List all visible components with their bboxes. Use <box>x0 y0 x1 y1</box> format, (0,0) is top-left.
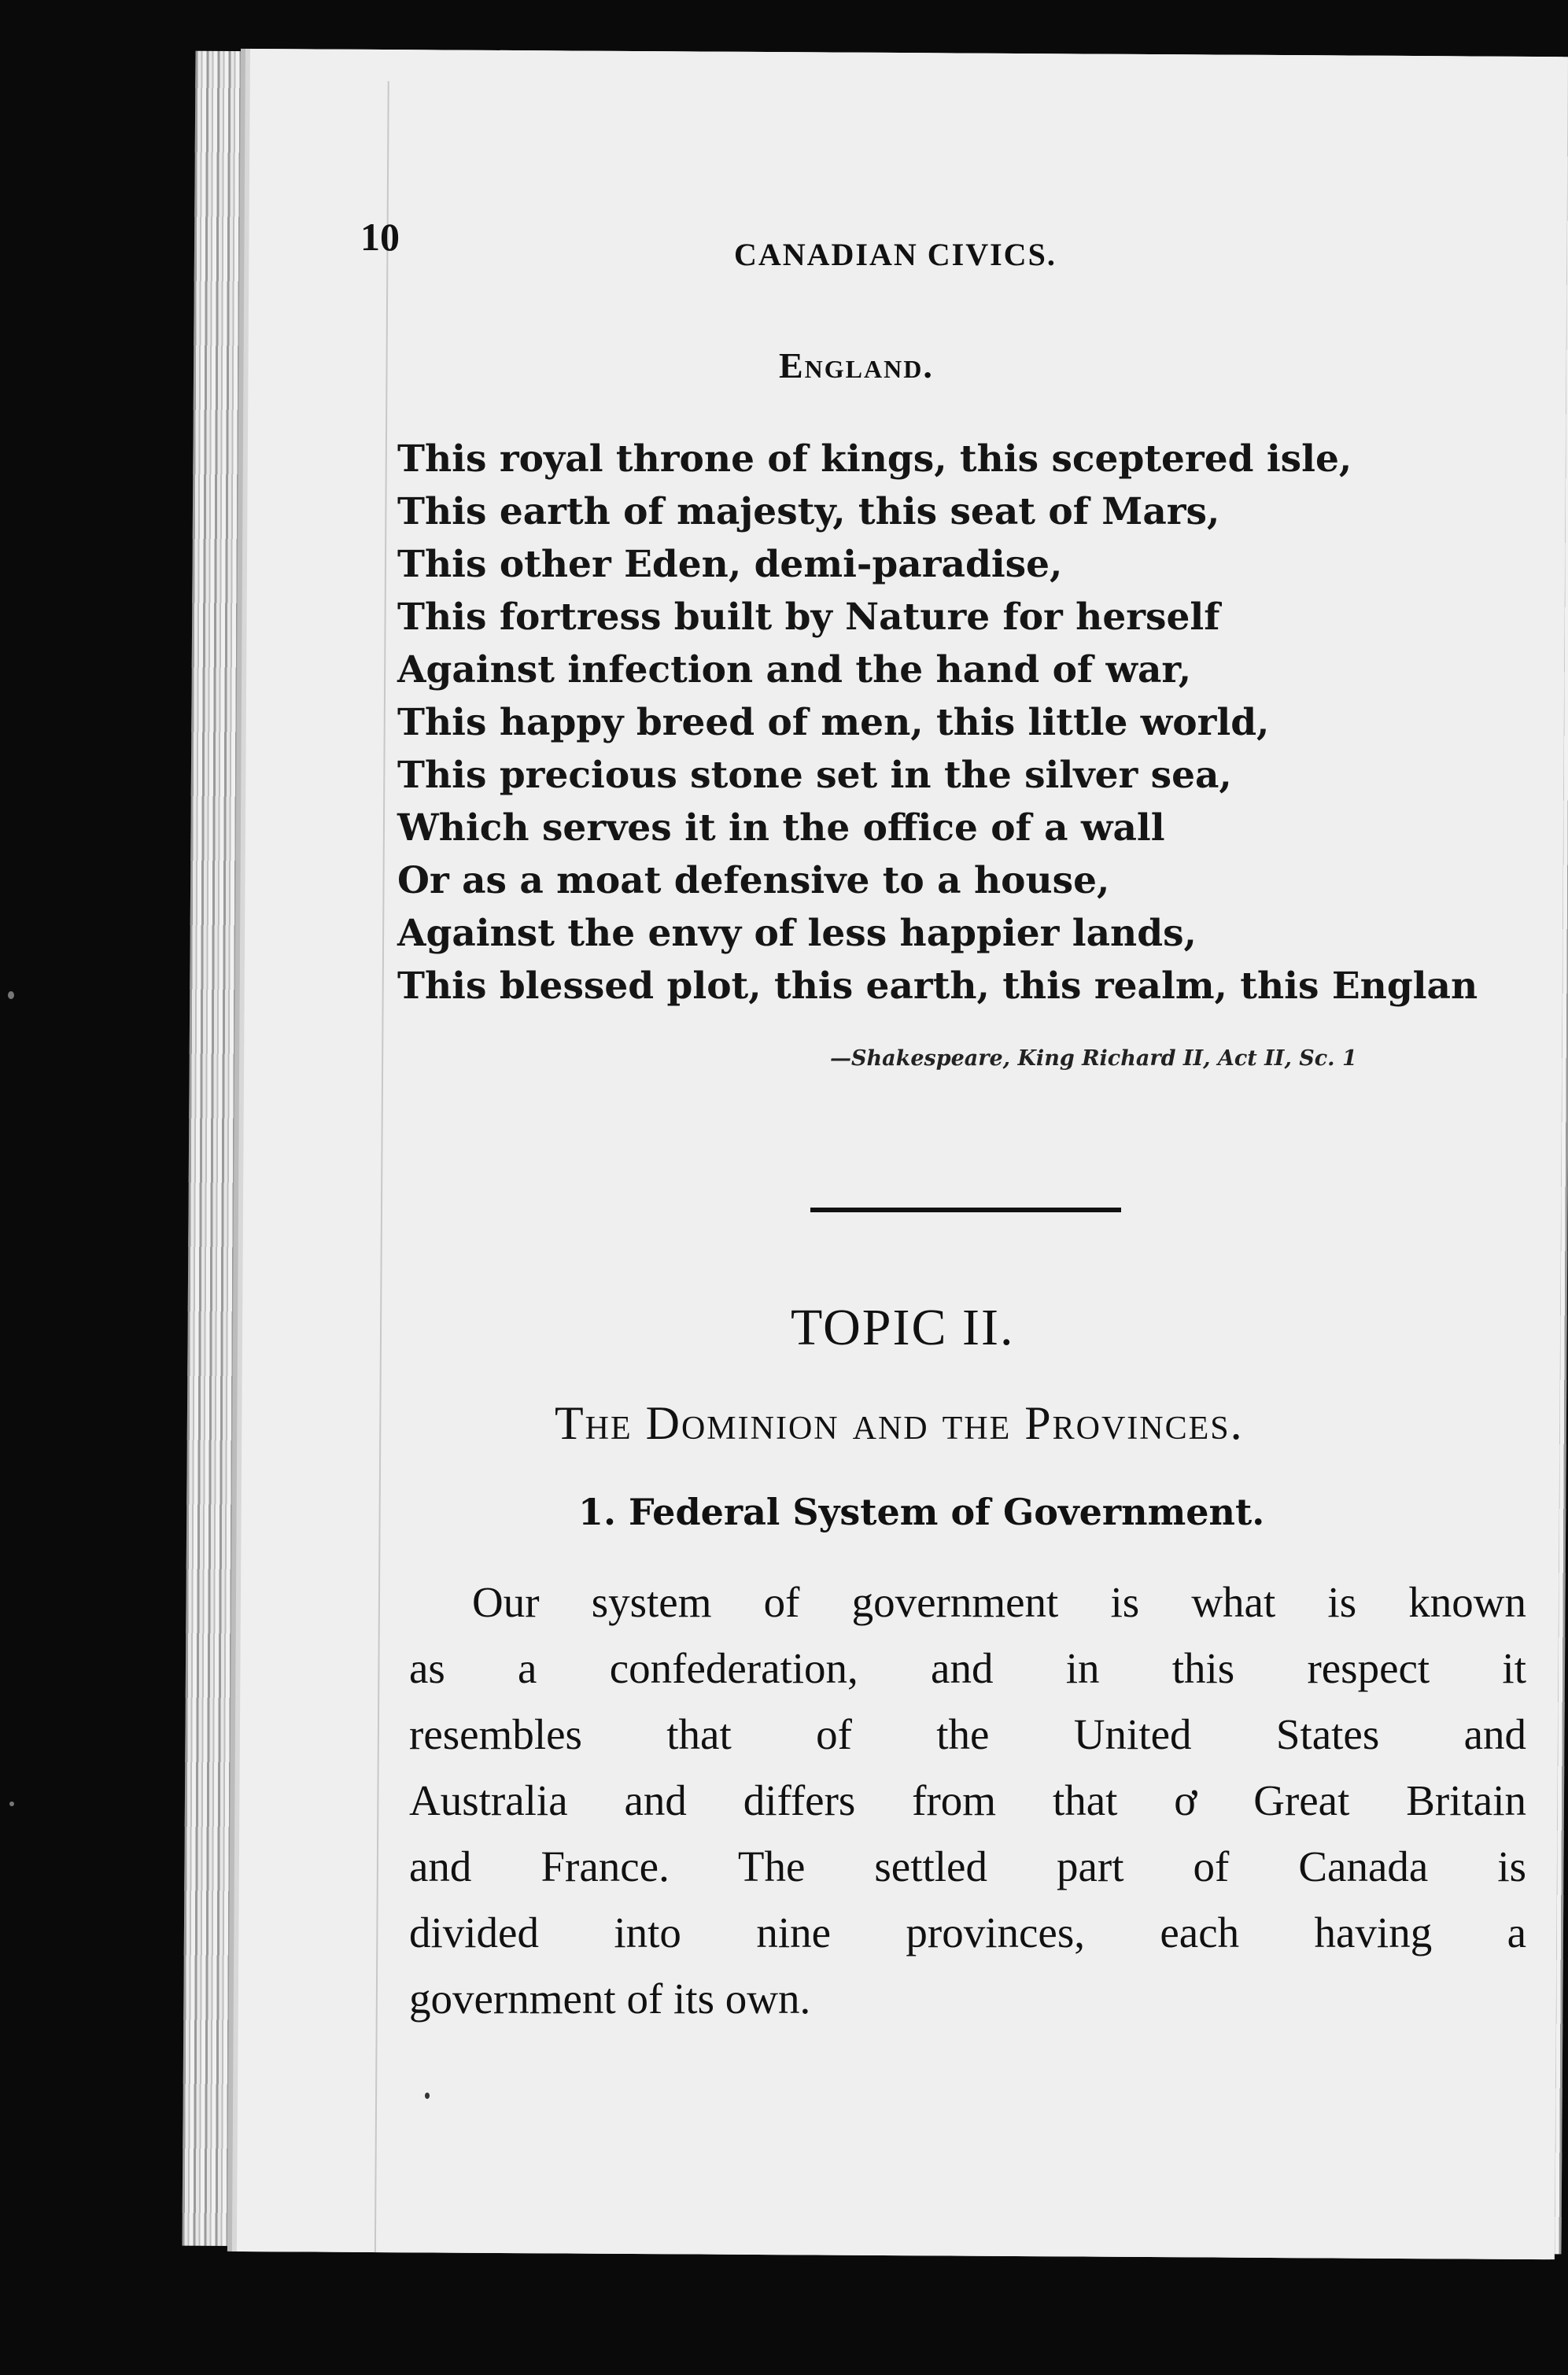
paragraph-line: government of its own. <box>409 1975 811 2023</box>
poem-line: This royal throne of kings, this sceptered isle, <box>397 437 1352 481</box>
paragraph-line: and France. The settled part of Canada is <box>409 1842 1526 1890</box>
poem <box>397 433 1538 1012</box>
poem-line: Against the envy of less happier lands, <box>397 912 1197 955</box>
poem-line: This happy breed of men, this little world, <box>397 701 1270 744</box>
running-header <box>360 214 1462 293</box>
poem-line: This precious stone set in the silver sea, <box>397 754 1232 797</box>
poem-line: Or as a moat defensive to a house, <box>397 859 1110 902</box>
poem-line: This other Eden, demi-paradise, <box>397 543 1063 586</box>
poem-line: This earth of majesty, this seat of Mars, <box>397 490 1220 533</box>
body-paragraph <box>409 1569 1526 2032</box>
paragraph-line: as a confederation, and in this respect it <box>409 1644 1526 1692</box>
paragraph-line: resembles that of the United States and <box>409 1710 1526 1758</box>
paragraph-line: Our system of government is what is known <box>472 1578 1526 1626</box>
scan-speck <box>425 2093 430 2099</box>
running-title: CANADIAN CIVICS. <box>734 237 1057 272</box>
poem-line: This blessed plot, this earth, this realm, this Englan <box>397 964 1478 1008</box>
topic-heading: TOPIC II. <box>791 1299 1015 1356</box>
page-margin-rule <box>374 81 389 2252</box>
poem-line: This fortress built by Nature for herself <box>397 596 1220 639</box>
page-number: 10 <box>360 215 400 259</box>
paragraph-line: Australia and differs from that ơ Great Britain <box>409 1776 1526 1824</box>
poem-line: Against infection and the hand of war, <box>397 648 1192 691</box>
section-title: The Dominion and the Provinces. <box>555 1397 1244 1449</box>
section-divider <box>810 1208 1121 1212</box>
scan-speck <box>8 991 14 999</box>
poem-title: England. <box>779 345 934 385</box>
scan-speck <box>9 1802 14 1806</box>
paragraph-line: divided into nine provinces, each having a <box>409 1908 1526 1956</box>
subsection-title: 1. Federal System of Government. <box>578 1491 1265 1533</box>
poem-attribution: —Shakespeare, King Richard II, Act II, Sc. 1 <box>830 1046 1357 1071</box>
poem-line: Which serves it in the office of a wall <box>397 806 1165 850</box>
